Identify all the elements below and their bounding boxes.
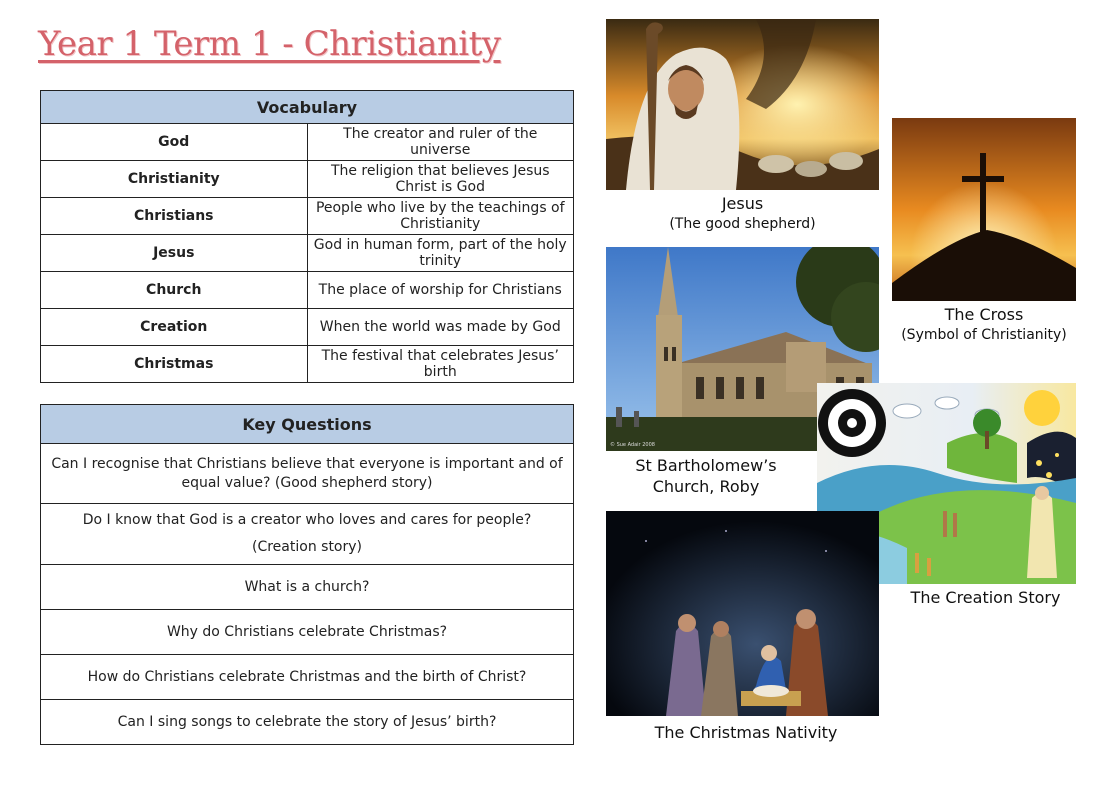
table-row <box>41 655 574 700</box>
question-text: What is a church? <box>244 578 370 595</box>
vocab-definition: The place of worship for Christians <box>307 272 574 309</box>
cross-caption-title: The Cross <box>944 305 1024 324</box>
table-row <box>41 161 574 198</box>
question-cell <box>41 700 574 745</box>
cross-caption-sub: (Symbol of Christianity) <box>901 327 1067 343</box>
table-row <box>41 272 574 309</box>
question-text: Can I recognise that Christians believe that everyone is important and of <box>51 455 563 472</box>
question-text-cont: equal value? (Good shepherd story) <box>181 474 433 491</box>
church-caption-line1: St Bartholomew’s <box>635 456 777 475</box>
question-cell <box>41 444 574 504</box>
table-row <box>41 198 574 235</box>
question-text-cont: (Creation story) <box>252 539 362 555</box>
nativity-image <box>606 511 879 716</box>
key-questions-heading: Key Questions <box>41 405 574 444</box>
table-row <box>41 504 574 565</box>
vocabulary-heading: Vocabulary <box>41 91 574 124</box>
question-text: Do I know that God is a creator who loves and cares for people? <box>82 512 532 528</box>
table-row <box>41 700 574 745</box>
page-title: Year 1 Term 1 - Christianity <box>38 24 501 64</box>
jesus-caption-title: Jesus <box>721 194 764 213</box>
cross-caption <box>884 304 1084 346</box>
church-caption <box>606 455 806 497</box>
vocab-definition: The creator and ruler of the universe <box>307 124 574 161</box>
vocab-term: Creation <box>41 309 308 346</box>
table-row <box>41 309 574 346</box>
vocab-term: Christianity <box>41 161 308 198</box>
vocab-definition: The festival that celebrates Jesus’ birth <box>307 346 574 383</box>
question-cell <box>41 565 574 610</box>
question-text: How do Christians celebrate Christmas and the birth of Christ? <box>87 668 527 685</box>
church-credit: © Sue Adair 2008 <box>610 442 655 448</box>
vocab-definition: The religion that believes Jesus Christ is God <box>307 161 574 198</box>
question-text: Why do Christians celebrate Christmas? <box>166 623 448 640</box>
church-caption-line2: Church, Roby <box>652 477 760 496</box>
table-row <box>41 124 574 161</box>
vocab-term: Jesus <box>41 235 308 272</box>
table-row <box>41 444 574 504</box>
vocab-term: God <box>41 124 308 161</box>
question-cell <box>41 610 574 655</box>
table-row <box>41 346 574 383</box>
cross-image <box>892 118 1076 301</box>
nativity-caption: The Christmas Nativity <box>654 723 838 742</box>
vocab-definition: When the world was made by God <box>307 309 574 346</box>
key-questions-table <box>40 404 574 745</box>
question-cell <box>41 655 574 700</box>
question-text: Can I sing songs to celebrate the story of Jesus’ birth? <box>117 713 497 730</box>
jesus-shepherd-image <box>606 19 879 190</box>
vocabulary-table <box>40 90 574 383</box>
question-cell <box>41 504 574 565</box>
vocab-definition: God in human form, part of the holy trinity <box>307 235 574 272</box>
vocab-term: Christians <box>41 198 308 235</box>
vocab-definition: People who live by the teachings of Christianity <box>307 198 574 235</box>
vocab-term: Church <box>41 272 308 309</box>
creation-caption: The Creation Story <box>910 588 1061 607</box>
table-row <box>41 610 574 655</box>
jesus-caption-sub: (The good shepherd) <box>669 216 816 232</box>
jesus-caption <box>606 193 879 235</box>
table-row <box>41 565 574 610</box>
vocab-term: Christmas <box>41 346 308 383</box>
table-row <box>41 235 574 272</box>
